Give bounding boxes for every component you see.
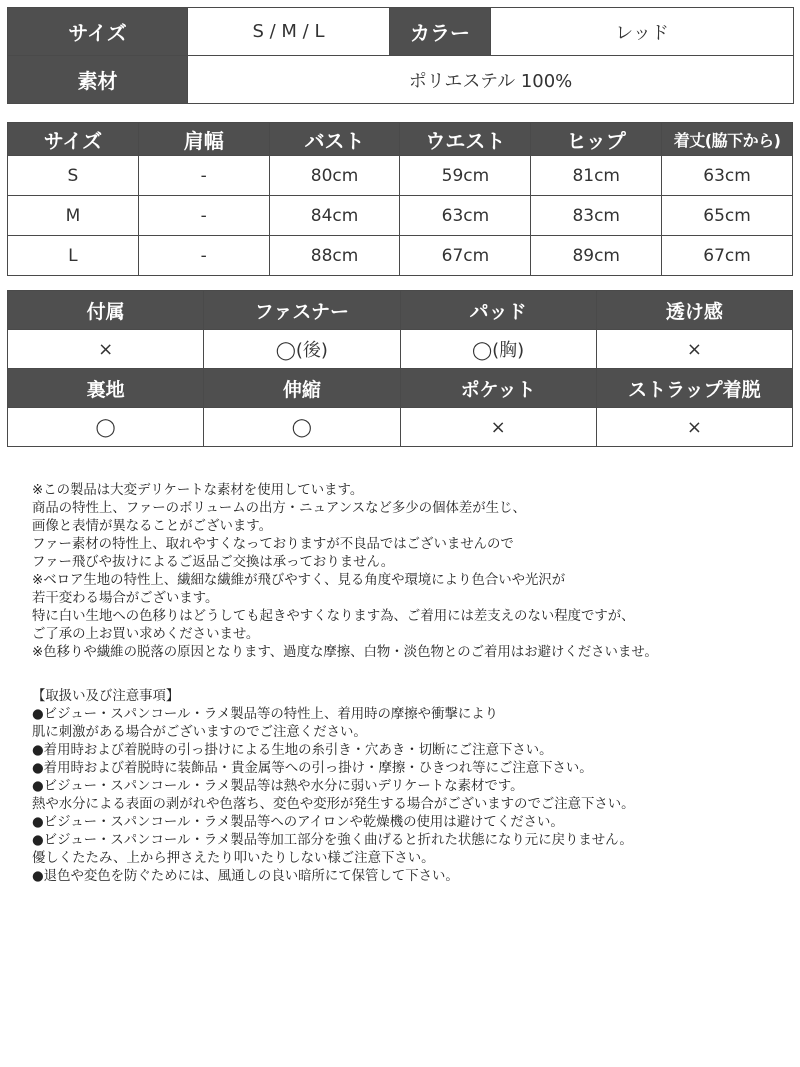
care-line: ●ビジュー・スパンコール・ラメ製品等は熱や水分に弱いデリケートな素材です。 <box>32 779 524 794</box>
hip-cell: 81cm <box>531 156 662 196</box>
features-header-row <box>8 291 793 330</box>
waist-header: ウエスト <box>400 123 531 156</box>
care-line: ●着用時および着脱時に装飾品・貴金属等への引っ掛け・摩擦・ひきつれ等にご注意下さい。 <box>32 761 593 776</box>
table-row <box>8 196 793 236</box>
note-line: 商品の特性上、ファーのボリュームの出方・ニュアンスなど多少の個体差が生じ、 <box>32 501 526 516</box>
lining-header: 裏地 <box>8 369 204 408</box>
size-chart-table <box>7 122 793 276</box>
table-row <box>8 236 793 276</box>
size-cell: S <box>8 156 139 196</box>
features-value-row <box>8 330 793 369</box>
care-line: ●ビジュー・スパンコール・ラメ製品等の特性上、着用時の摩擦や衝撃により <box>32 707 499 722</box>
bust-header: バスト <box>269 123 400 156</box>
lining-value: ◯ <box>8 408 204 447</box>
features-header-row <box>8 369 793 408</box>
color-value: レッド <box>491 8 794 56</box>
strap-detach-header: ストラップ着脱 <box>596 369 792 408</box>
care-title: 【取扱い及び注意事項】 <box>32 689 180 704</box>
bust-cell: 84cm <box>269 196 400 236</box>
note-line: ファー飛びや抜けによるご返品ご交換は承っておりません。 <box>32 555 395 570</box>
care-line: 熱や水分による表面の剥がれや色落ち、変色や変形が発生する場合がございますのでご注意下さい。 <box>32 797 635 812</box>
info-row-size-color <box>8 8 794 56</box>
sheerness-value: × <box>596 330 792 369</box>
zipper-header: ファスナー <box>204 291 400 330</box>
material-value: ポリエステル 100% <box>188 56 794 104</box>
shoulder-header: 肩幅 <box>138 123 269 156</box>
zipper-value: ◯(後) <box>204 330 400 369</box>
care-line: ●退色や変色を防ぐためには、風通しの良い暗所にて保管して下さい。 <box>32 869 459 884</box>
size-cell: M <box>8 196 139 236</box>
note-line: 画像と表情が異なることがございます。 <box>32 519 272 534</box>
strap-detach-value: × <box>596 408 792 447</box>
care-line: ●着用時および着脱時の引っ掛けによる生地の糸引き・穴あき・切断にご注意下さい。 <box>32 743 553 758</box>
features-table <box>7 290 793 447</box>
note-line: ※この製品は大変デリケートな素材を使用しています。 <box>32 483 364 498</box>
stretch-header: 伸縮 <box>204 369 400 408</box>
care-line: ●ビジュー・スパンコール・ラメ製品等へのアイロンや乾燥機の使用は避けてください。 <box>32 815 564 830</box>
note-line: ご了承の上お買い求めくださいませ。 <box>32 627 260 642</box>
hip-cell: 83cm <box>531 196 662 236</box>
shoulder-cell: - <box>138 236 269 276</box>
sheerness-header: 透け感 <box>596 291 792 330</box>
length-cell: 67cm <box>662 236 793 276</box>
care-line: 優しくたたみ、上から押さえたり叩いたりしない様ご注意下さい。 <box>32 851 435 866</box>
length-header: 着丈(脇下から) <box>662 123 793 156</box>
accessory-value: × <box>8 330 204 369</box>
waist-cell: 59cm <box>400 156 531 196</box>
stretch-value: ◯ <box>204 408 400 447</box>
size-chart-header-row <box>8 123 793 156</box>
size-label: サイズ <box>8 8 188 56</box>
pad-value: ◯(胸) <box>400 330 596 369</box>
note-line: ※ベロア生地の特性上、繊細な繊維が飛びやすく、見る角度や環境により色合いや光沢が <box>32 573 566 588</box>
waist-cell: 63cm <box>400 196 531 236</box>
pocket-value: × <box>400 408 596 447</box>
size-cell: L <box>8 236 139 276</box>
material-notes <box>32 482 792 662</box>
bust-cell: 80cm <box>269 156 400 196</box>
note-line: 若干変わる場合がございます。 <box>32 591 219 606</box>
length-cell: 63cm <box>662 156 793 196</box>
pocket-header: ポケット <box>400 369 596 408</box>
size-header: サイズ <box>8 123 139 156</box>
care-instructions <box>32 688 792 886</box>
shoulder-cell: - <box>138 196 269 236</box>
care-line: 肌に刺激がある場合がございますのでご注意ください。 <box>32 725 367 740</box>
hip-cell: 89cm <box>531 236 662 276</box>
pad-header: パッド <box>400 291 596 330</box>
care-line: ●ビジュー・スパンコール・ラメ製品等加工部分を強く曲げると折れた状態になり元に戻りません。 <box>32 833 633 848</box>
hip-header: ヒップ <box>531 123 662 156</box>
info-row-material <box>8 56 794 104</box>
color-label: カラー <box>390 8 491 56</box>
shoulder-cell: - <box>138 156 269 196</box>
material-label: 素材 <box>8 56 188 104</box>
note-line: ※色移りや繊維の脱落の原因となります、過度な摩擦、白物・淡色物とのご着用はお避けくださいませ。 <box>32 645 658 660</box>
bust-cell: 88cm <box>269 236 400 276</box>
waist-cell: 67cm <box>400 236 531 276</box>
accessory-header: 付属 <box>8 291 204 330</box>
product-info-table <box>7 7 794 104</box>
length-cell: 65cm <box>662 196 793 236</box>
note-line: 特に白い生地への色移りはどうしても起きやすくなります為、ご着用には差支えのない程度ですが、 <box>32 609 635 624</box>
features-value-row <box>8 408 793 447</box>
table-row <box>8 156 793 196</box>
note-line: ファー素材の特性上、取れやすくなっておりますが不良品ではございませんので <box>32 537 514 552</box>
size-value: S / M / L <box>188 8 390 56</box>
